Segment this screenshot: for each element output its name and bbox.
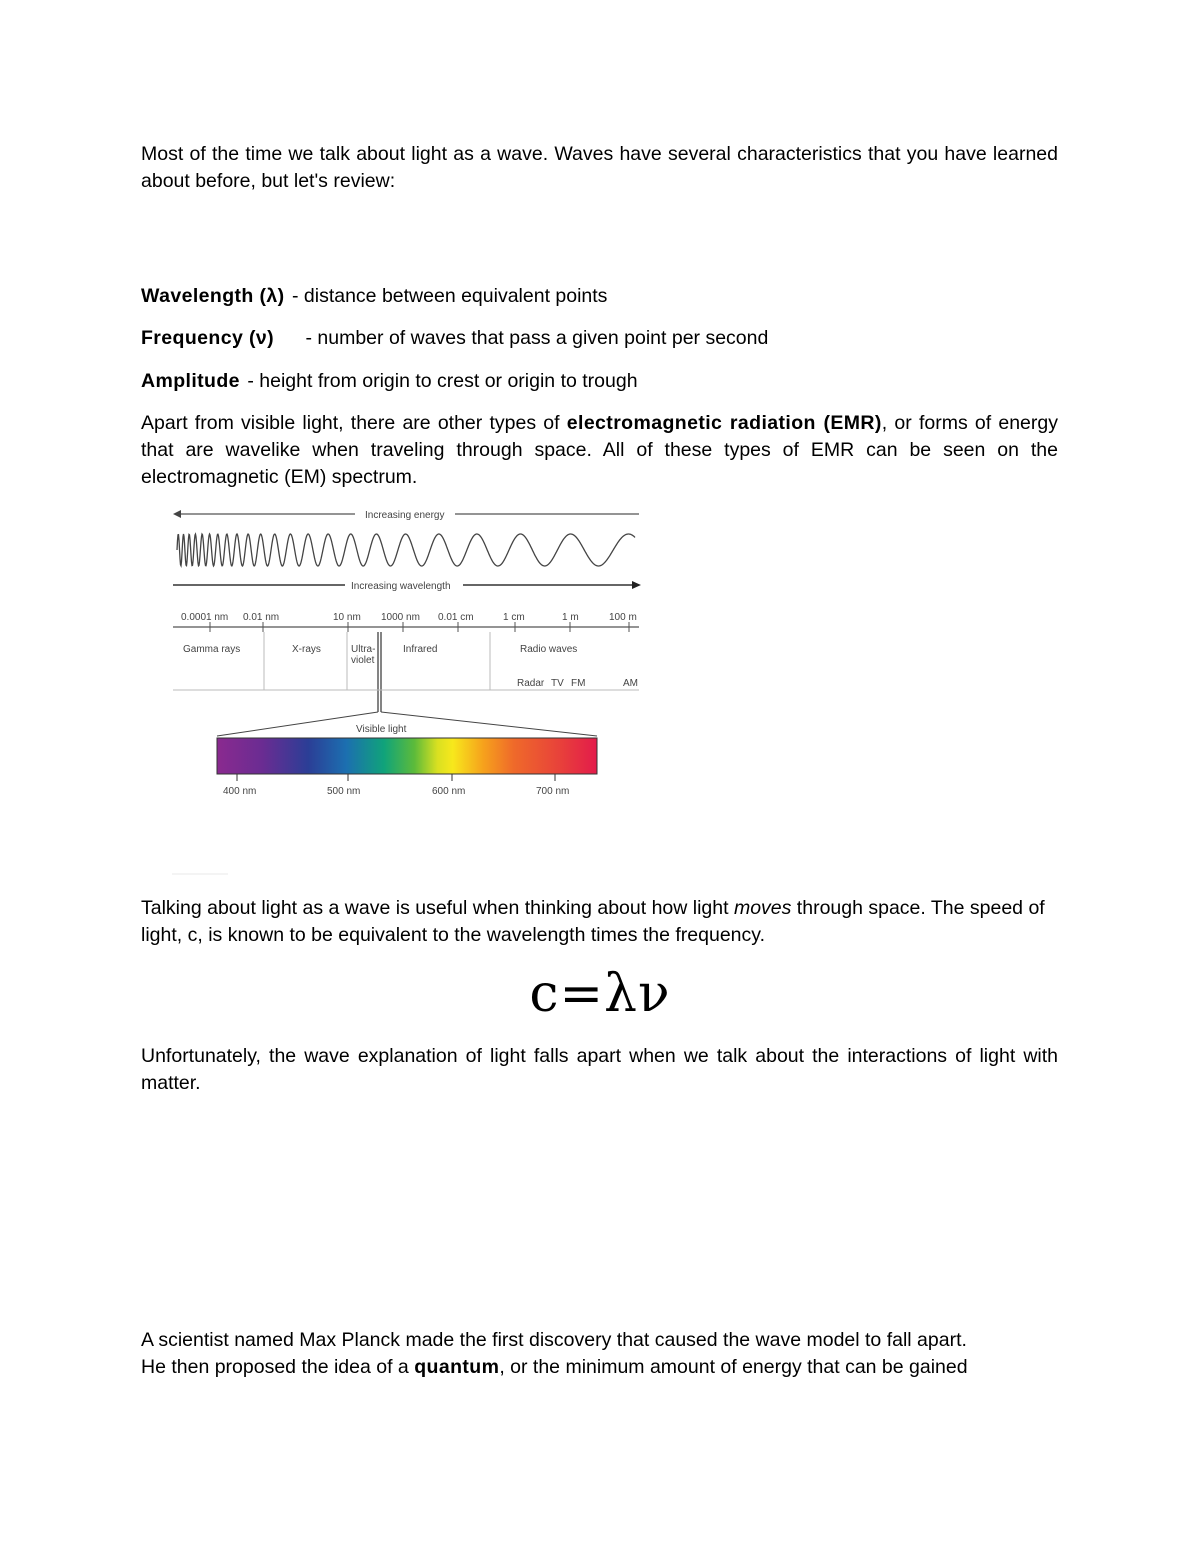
scale-tick-label: 0.0001 nm (181, 612, 229, 623)
definition-term: Amplitude (141, 370, 240, 392)
visible-spectrum-bar (217, 738, 597, 774)
wave-text-italic: moves (733, 897, 792, 919)
region-label-gamma: Gamma rays (183, 644, 241, 655)
definition-description: - number of waves that pass a given point per second (300, 327, 769, 349)
wave-text-after: through space. The speed of light, c, is known to be equivalent to the wavelength times the frequency. (141, 897, 1045, 946)
scale-tick-label: 0.01 nm (243, 612, 280, 623)
region-label-radio: Radio waves (520, 644, 578, 655)
planck-text-after: , or the minimum amount of energy that can be gained (499, 1356, 968, 1378)
emr-paragraph (141, 410, 1058, 491)
visible-tick-label: 500 nm (327, 786, 361, 797)
definition-description: - height from origin to crest or origin to trough (241, 370, 638, 392)
wave-paragraph (141, 895, 1058, 949)
em-spectrum-diagram (165, 500, 645, 805)
visible-light-label: Visible light (356, 724, 407, 735)
region-label-uv-2: violet (351, 655, 375, 666)
emr-bold-term: electromagnetic radiation (EMR) (566, 412, 882, 434)
definition-frequency (141, 325, 1058, 352)
region-label-infrared: Infrared (403, 644, 438, 655)
wave-text-before: Talking about light as a wave is useful when thinking about how light (141, 897, 734, 919)
definition-term: Wavelength (λ) (141, 285, 285, 307)
emr-text-after: , or forms of energy that are wavelike when traveling through space. All of these types of EMR can be seen on the electromagnetic (EM) spectrum. (141, 412, 1058, 488)
intro-paragraph: Most of the time we talk about light as a wave. Waves have several characteristics that you have learned about before, but let's review: (141, 143, 1058, 192)
visible-tick-label: 700 nm (536, 786, 570, 797)
region-label-xrays: X-rays (292, 644, 321, 655)
zoom-line-left (217, 712, 378, 736)
emr-text-before: Apart from visible light, there are other types of (141, 412, 567, 434)
wavelength-label: Increasing wavelength (351, 581, 451, 592)
radio-band-label: AM (623, 678, 638, 689)
planck-bold-term: quantum (414, 1356, 500, 1378)
visible-tick-label: 600 nm (432, 786, 466, 797)
radio-band-label: Radar (517, 678, 545, 689)
scale-tick-label: 100 m (609, 612, 637, 623)
unfortunately-paragraph: Unfortunately, the wave explanation of light falls apart when we talk about the interactions of light with matter. (141, 1045, 1058, 1094)
planck-text-before: He then proposed the idea of a (141, 1356, 415, 1378)
scale-tick-label: 10 nm (333, 612, 361, 623)
speed-of-light-equation: c=λν (529, 964, 671, 1024)
zoom-line-right (381, 712, 597, 736)
visible-tick-label: 400 nm (223, 786, 257, 797)
region-dividers (264, 632, 490, 690)
radio-band-label: TV (551, 678, 564, 689)
em-spectrum-svg (165, 500, 645, 805)
radio-band-label: FM (571, 678, 586, 689)
planck-line-1: A scientist named Max Planck made the first discovery that caused the wave model to fall apart. (141, 1329, 967, 1351)
region-label-uv: Ultra- (351, 644, 376, 655)
scale-tick-label: 0.01 cm (438, 612, 474, 623)
faint-artifact (172, 873, 228, 875)
definition-wavelength (141, 283, 1058, 310)
definition-description: - distance between equivalent points (286, 285, 608, 307)
wave-curve (177, 534, 635, 566)
energy-label: Increasing energy (365, 510, 445, 521)
definition-amplitude (141, 368, 1058, 395)
energy-arrow-head (173, 510, 181, 518)
scale-tick-label: 1 m (562, 612, 579, 623)
scale-tick-label: 1000 nm (381, 612, 420, 623)
planck-paragraph (141, 1327, 1061, 1381)
scale-tick-label: 1 cm (503, 612, 525, 623)
wavelength-arrow-head (632, 581, 641, 589)
definition-term: Frequency (ν) (141, 327, 275, 349)
visible-ticks (237, 774, 555, 781)
